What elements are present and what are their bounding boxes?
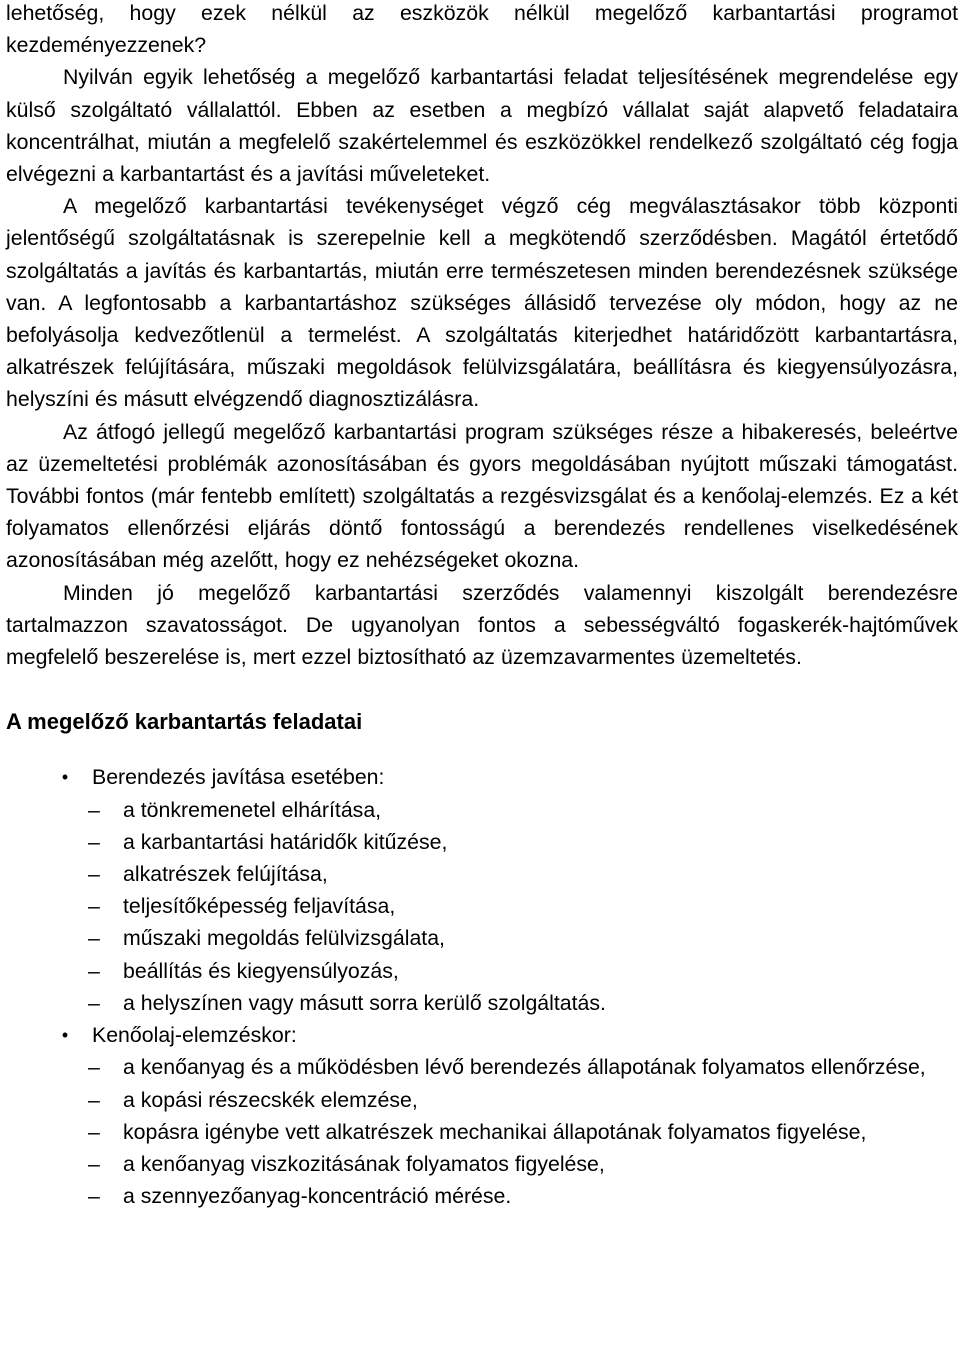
dash-icon: – bbox=[88, 1087, 100, 1112]
list-item-text: beállítás és kiegyensúlyozás, bbox=[123, 958, 399, 983]
paragraph-4: Az átfogó jellegű megelőző karbantartási program szükséges része a hibakeresés, beleértve az üzemeltetési problémák azonosításában és gyors megoldásában nyújtott műszaki támogatást. További fontos (már fentebb említett) szolgáltatás a rezgésvizsgálat és a kenőolaj-elemzés. Ez a két folyamatos ellenőrzési eljárás döntő fontosságú a berendezés rendellenes viselkedésének azonosításában még azelőtt, hogy ez nehézségeket okozna. bbox=[6, 419, 958, 573]
dash-icon: – bbox=[88, 1151, 100, 1176]
list-item bbox=[6, 1116, 958, 1148]
list-item-text: a szennyezőanyag-koncentráció mérése. bbox=[123, 1184, 512, 1209]
list-item-text: a kenőanyag viszkozitásának folyamatos figyelése, bbox=[123, 1151, 605, 1176]
dash-icon: – bbox=[88, 958, 100, 983]
list-item bbox=[6, 858, 958, 890]
section-heading: A megelőző karbantartás feladatai bbox=[6, 709, 363, 735]
list-item bbox=[6, 826, 958, 858]
repair-sub-list bbox=[6, 794, 958, 1019]
list-item bbox=[6, 922, 958, 954]
list-item bbox=[6, 955, 958, 987]
list-item-text: a kopási részecskék elemzése, bbox=[123, 1087, 418, 1112]
list-item bbox=[6, 1084, 958, 1116]
list-item-text: kopásra igénybe vett alkatrészek mechanikai állapotának folyamatos figyelése, bbox=[123, 1119, 867, 1144]
dash-icon: – bbox=[88, 797, 100, 822]
dash-icon: – bbox=[88, 829, 100, 854]
dash-icon: – bbox=[88, 1119, 100, 1144]
list-item-text: a kenőanyag és a működésben lévő berendezés állapotának folyamatos ellenőrzése, bbox=[123, 1055, 926, 1080]
dash-icon: – bbox=[88, 990, 100, 1015]
document-page bbox=[6, 0, 958, 1212]
dash-icon: – bbox=[88, 894, 100, 919]
list-item-text: a karbantartási határidők kitűzése, bbox=[123, 829, 448, 854]
group-label: Berendezés javítása esetében: bbox=[92, 765, 385, 790]
oil-analysis-sub-list bbox=[6, 1051, 958, 1212]
list-item bbox=[6, 890, 958, 922]
list-item-text: teljesítőképesség feljavítása, bbox=[123, 894, 396, 919]
list-item-text: műszaki megoldás felülvizsgálata, bbox=[123, 926, 445, 951]
paragraph-1: lehetőség, hogy ezek nélkül az eszközök nélkül megelőző karbantartási programot kezdeményezzenek? bbox=[6, 1, 958, 58]
list-item bbox=[6, 987, 958, 1019]
dash-icon: – bbox=[88, 862, 100, 887]
paragraph-3: A megelőző karbantartási tevékenységet végző cég megválasztásakor több központi jelentőségű szolgáltatásnak is szerepelnie kell a megkötendő szerződésben. Magától értetődő szolgáltatás a javítás és karbantartás, miután erre természetesen minden berendezésnek szüksége van. A legfontosabb a karbantartáshoz szükséges állásidő tervezése oly módon, hogy az ne befolyásolja kedvezőtlenül a termelést. A szolgáltatás kiterjedhet határidőzött karbantartásra, alkatrészek felújítására, műszaki megoldások felülvizsgálatára, beállításra és kiegyensúlyozásra, helyszíni és másutt elvégzendő diagnosztizálásra. bbox=[6, 194, 958, 412]
dash-icon: – bbox=[88, 1055, 100, 1080]
paragraph-2: Nyilván egyik lehetőség a megelőző karbantartási feladat teljesítésének megrendelése egy külső szolgáltató vállalattól. Ebben az esetben a megbízó vállalat saját alapvető feladataira koncentrálhat, miután a megfelelő szakértelemmel és eszközökkel rendelkező szolgáltató cég fogja elvégezni a karbantartást és a javítási műveleteket. bbox=[6, 65, 958, 187]
list-item bbox=[6, 794, 958, 826]
task-list bbox=[6, 761, 958, 793]
list-item bbox=[6, 1148, 958, 1180]
bullet-icon: • bbox=[61, 1025, 69, 1046]
paragraph-5: Minden jó megelőző karbantartási szerződés valamennyi kiszolgált berendezésre tartalmazzon szavatosságot. De ugyanolyan fontos a sebességváltó fogaskerék-hajtóművek megfelelő beszerelése is, mert ezzel biztosítható az üzemzavarmentes üzemeltetés. bbox=[6, 580, 958, 670]
dash-icon: – bbox=[88, 926, 100, 951]
list-item bbox=[6, 1051, 958, 1083]
list-item bbox=[6, 761, 958, 793]
task-list bbox=[6, 1019, 958, 1051]
list-item bbox=[6, 1019, 958, 1051]
list-item-text: a tönkremenetel elhárítása, bbox=[123, 797, 382, 822]
bullet-icon: • bbox=[61, 767, 69, 788]
list-item bbox=[6, 1180, 958, 1212]
list-item-text: alkatrészek felújítása, bbox=[123, 862, 328, 887]
list-item-text: a helyszínen vagy másutt sorra kerülő szolgáltatás. bbox=[123, 990, 606, 1015]
dash-icon: – bbox=[88, 1184, 100, 1209]
group-label: Kenőolaj-elemzéskor: bbox=[92, 1023, 297, 1048]
